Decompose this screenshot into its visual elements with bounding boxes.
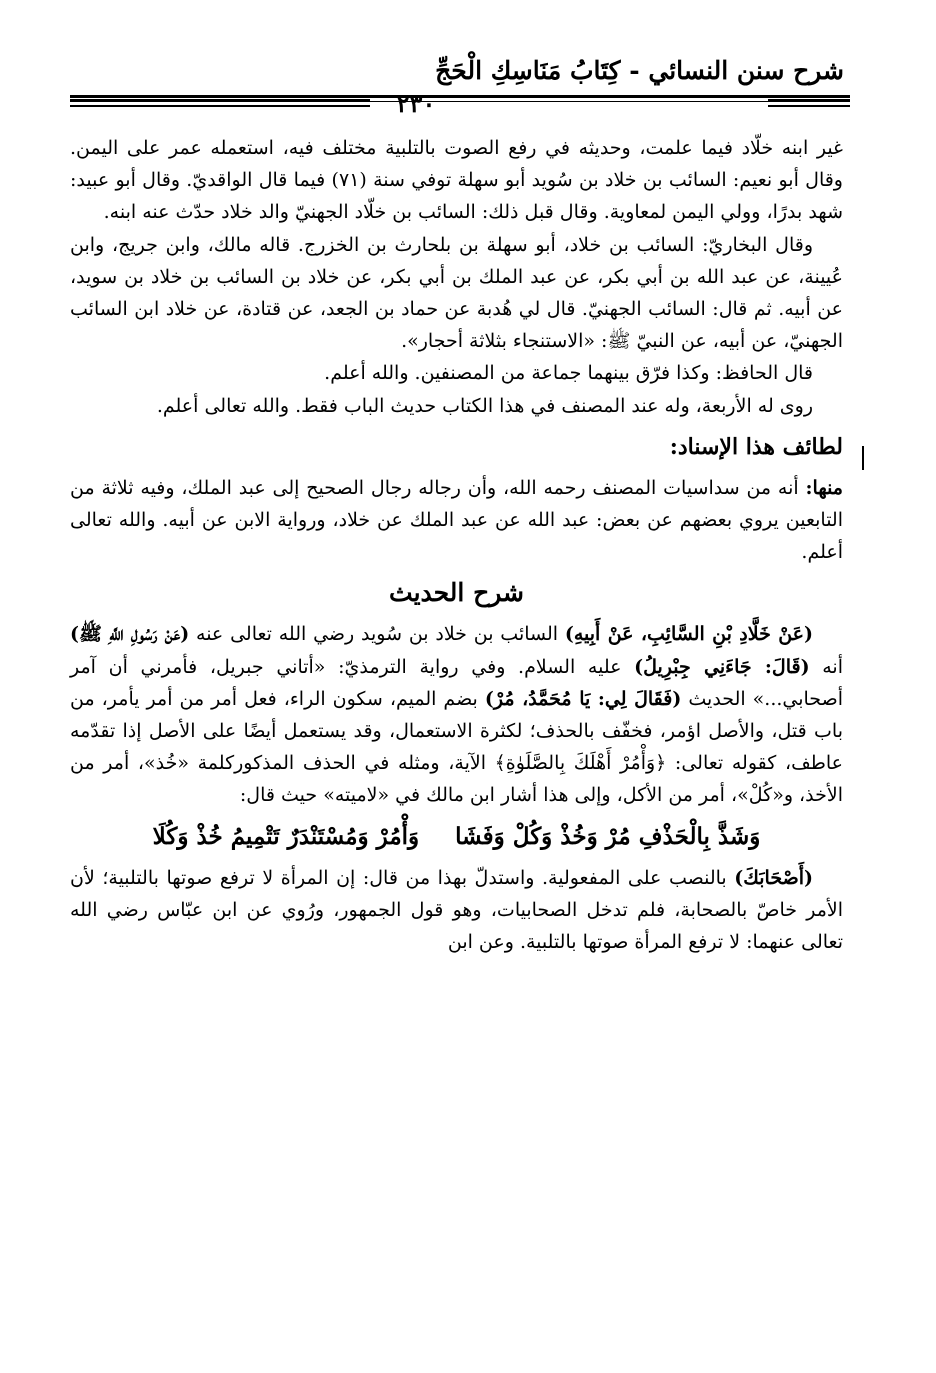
verse-hemistich-2: وَأْمُرْ وَمُسْتَنْدَرٌ تَتْمِيمُ خُذْ وَكُلَا <box>152 822 420 850</box>
paragraph-text: أنه من سداسيات المصنف رحمه الله، وأن رجاله رجال الصحيح إلى عبد الملك، وفيه ثلاثة من التابعين يروي بعضهم عن بعض: عبد الله عن عبد الملك عن خلاد، ورواية الابن عن أبيه. والله تعالى أعلم. <box>70 476 843 564</box>
hadith-text: (عَنْ رَسُولِ اللَّهِ ﷺ) <box>70 623 190 646</box>
header-title: شرح سنن النسائي - كِتَابُ مَنَاسِكِ الْحَجِّ <box>435 56 844 85</box>
paragraph-text: عليه السلام. وفي رواية الترمذيّ: «أتاني جبريل، فأمرني أن آمر أصحابي...» الحديث <box>70 655 843 710</box>
verse-hemistich-1: وَشَذَّ بِالْحَذْفِ مُرْ وَخُذْ وَكُلْ وَفَشَا <box>455 822 761 850</box>
paragraph <box>70 472 843 569</box>
paragraph: غير ابنه خلّاد فيما علمت، وحديثه في رفع الصوت بالتلبية مختلف فيه، استعمله عمر على اليمن. وقال أبو نعيم: السائب بن خلاد بن سُويد أبو سهلة توفي سنة (٧١) فيما قال الواقديّ. وقال أبو عبيد: شهد بدرًا، وولي اليمن لمعاوية. وقال قبل ذلك: السائب بن خلّاد الجهنيّ والد خلاد حدّث عنه ابنه. <box>70 137 843 224</box>
page-number-rule <box>768 105 850 107</box>
hadith-text: (أَصْحَابَكَ) <box>734 866 813 889</box>
hadith-text: (فَقَالَ لِي: يَا مُحَمَّدُ، مُرْ) <box>484 687 682 710</box>
section-heading: لطائف هذا الإسناد: <box>669 433 843 460</box>
page-number-rule <box>768 99 850 101</box>
paragraph-text: بضم الميم، سكون الراء، فعل أمر من أمر يأمر، من باب قتل، والأصل اؤمر، فخفّف بالحذف؛ لكثرة الاستعمال، وقد يستعمل أيضًا على الأصل إذا تقدّمه عاطف، كقوله تعالى: ﴿وَأْمُرْ أَهْلَكَ بِالصَّلَوٰةِ﴾ الآية، ومثله في الحذف المذكوركلمة «خُذ»، أمر من الأخذ، و«كُلْ»، أمر من الأكل، وإلى هذا أشار ابن مالك في «لاميته» حيث قال: <box>70 687 843 807</box>
poetry-verse <box>70 812 843 862</box>
page-number-rule <box>70 99 370 101</box>
hadith-text: (قَالَ: جَاءَنِي جِبْرِيلُ) <box>634 655 810 678</box>
lead-word: منها: <box>805 476 843 499</box>
paragraph-text: أنه <box>809 655 843 678</box>
paragraph-text: بالنصب على المفعولية. واستدلّ بهذا من قال: إن المرأة لا ترفع صوتها بالتلبية؛ لأن الأمر خاصّ بالصحابة، فلم تدخل الصحابيات، وهو قول الجمهور، ورُوي عن ابن عبّاس رضي الله تعالى عنهما: لا ترفع المرأة صوتها بالتلبية. وعن ابن <box>70 866 843 954</box>
page-body <box>70 132 843 958</box>
paragraph: وقال البخاريّ: السائب بن خلاد، أبو سهلة بن بلحارث بن الخزرج. قاله مالك، وابن جريج، وابن عُيينة، عن عبد الله بن أبي بكر، عن عبد الملك بن أبي بكر، عن خلاد بن السائب بن خلاد بن سويد، عن أبيه. ثم قال: السائب الجهنيّ. قال لي هُدبة عن حماد بن الجعد، عن قتادة، عن خلاد ابن السائب الجهنيّ، عن أبيه، عن النبيّ ﷺ: «الاستنجاء بثلاثة أحجار». <box>70 233 843 353</box>
center-heading: شرح الحديث <box>389 578 524 608</box>
paragraph: قال الحافظ: وكذا فرّق بينهما جماعة من المصنفين. والله أعلم. <box>324 362 813 385</box>
paragraph <box>70 618 843 811</box>
paragraph-text: السائب بن خلاد بن سُويد رضي الله تعالى عنه <box>189 623 565 646</box>
page-number: ٢٣٠ <box>396 89 436 118</box>
page-number-rule <box>70 105 370 107</box>
page-number-row <box>70 89 850 119</box>
hadith-text: (عَنْ خَلَّادِ بْنِ السَّائِبِ، عَنْ أَبِيهِ) <box>564 623 813 646</box>
margin-mark <box>862 446 864 470</box>
paragraph <box>70 862 843 959</box>
paragraph: روى له الأربعة، وله عند المصنف في هذا الكتاب حديث الباب فقط. والله تعالى أعلم. <box>156 394 813 417</box>
